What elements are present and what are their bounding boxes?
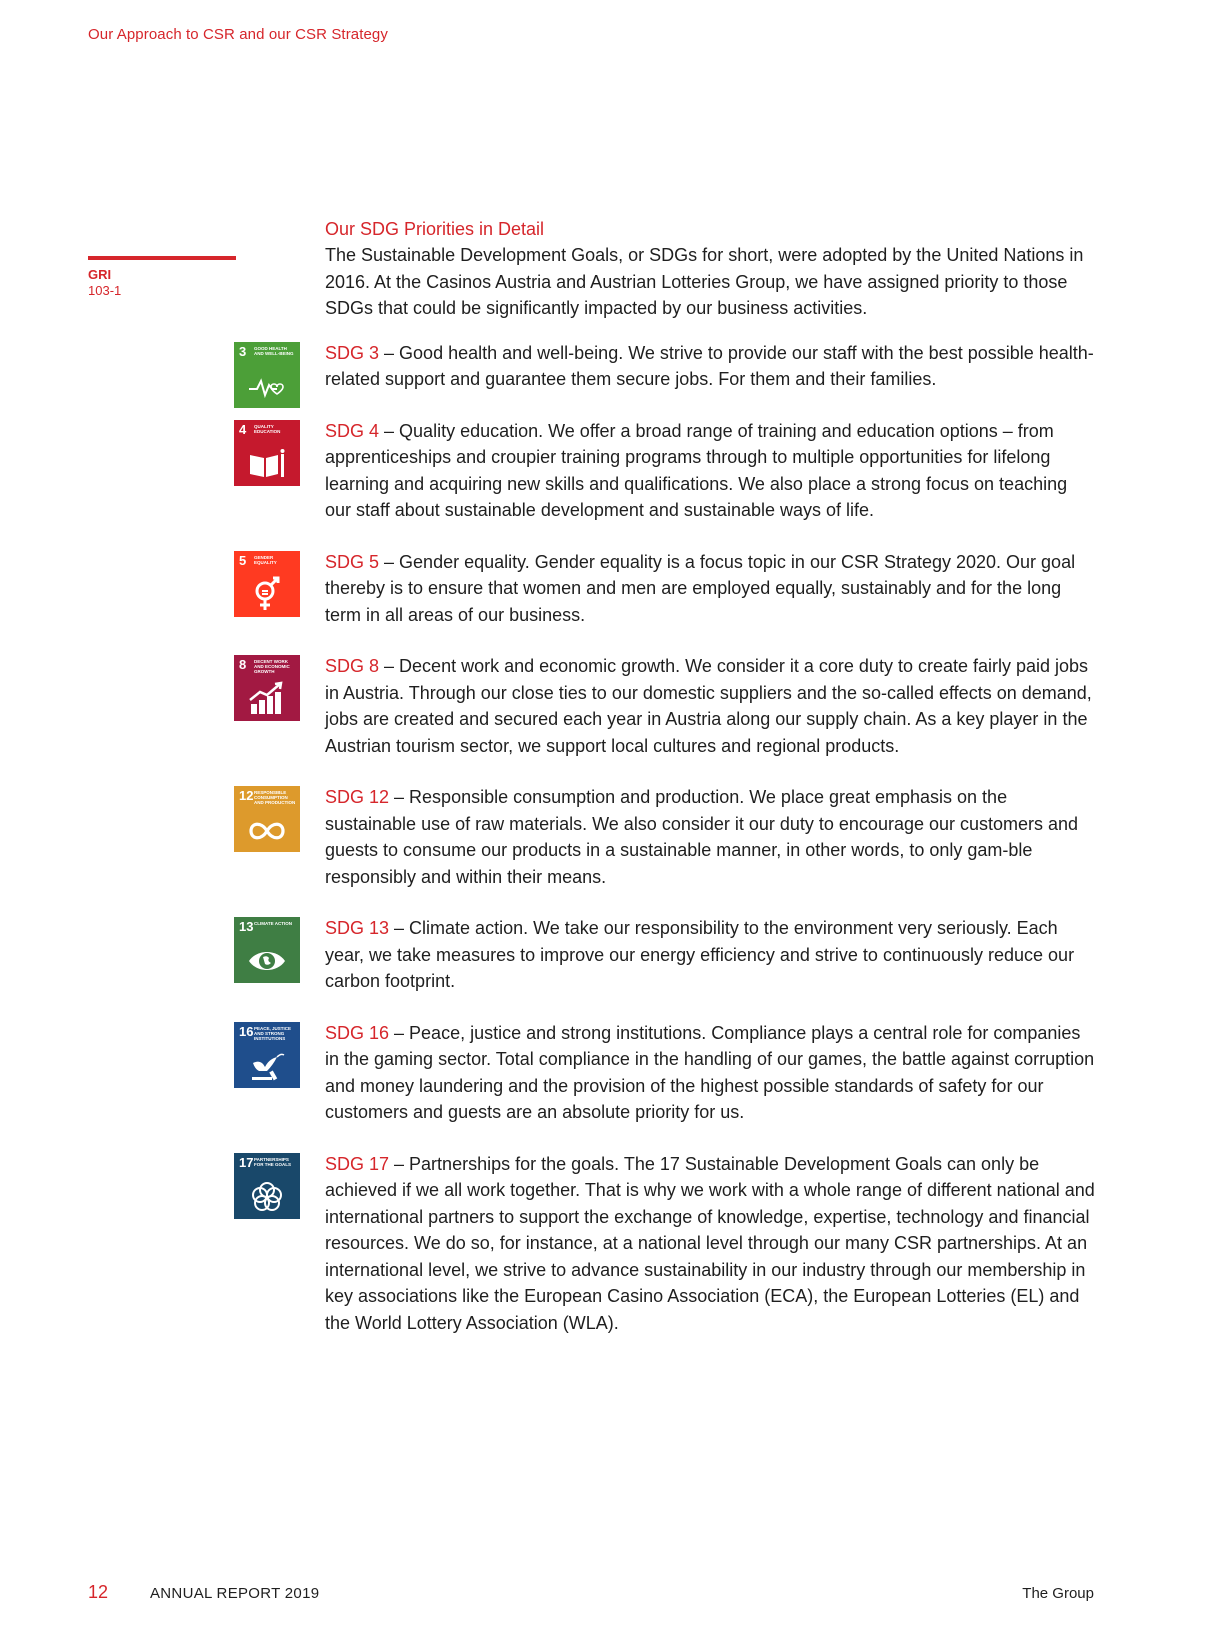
section-title: Our SDG Priorities in Detail <box>325 219 545 239</box>
sdg-text-16 <box>325 1020 1095 1126</box>
sdg-badge-17 <box>234 1153 300 1219</box>
sdg-code: SDG 8 <box>325 656 380 676</box>
growth-chart-icon <box>247 680 287 716</box>
main-content <box>239 216 1095 1361</box>
gri-title: GRI <box>88 267 112 282</box>
book-icon <box>247 445 287 481</box>
sdg-code: SDG 13 <box>325 918 390 938</box>
sdg-text-4 <box>325 418 1095 524</box>
badge-number: 16 <box>239 1023 254 1039</box>
gri-divider <box>88 256 236 260</box>
gri-code: 103-1 <box>88 283 122 298</box>
sdg-item-13 <box>239 915 1095 995</box>
sdg-item-17 <box>239 1151 1095 1337</box>
page-number: 12 <box>88 1582 109 1602</box>
sdg-code: SDG 3 <box>325 342 380 363</box>
badge-number: 17 <box>239 1154 254 1170</box>
badge-number: 12 <box>239 788 254 803</box>
badge-number: 5 <box>239 552 247 568</box>
sdg-text-13 <box>325 915 1095 995</box>
sdg-description: – Peace, justice and strong institutions. Compliance plays a central role for companies in the gaming sector. Total compliance in the handling of our games, the battle against corruption and money laundering and the provision of the highest possible standards of safety for our customers and guests are an absolute priority for us. <box>325 1022 1095 1122</box>
badge-number: 13 <box>239 919 254 934</box>
sdg-badge-12 <box>234 786 300 852</box>
badge-number: 3 <box>239 343 247 359</box>
sdg-code: SDG 12 <box>325 787 390 807</box>
badge-caption: GENDER EQUALITY <box>254 554 277 565</box>
sdg-description: – Climate action. We take our responsibility to the environment very seriously. Each year, we take measures to improve our energy efficiency and strive to continuously reduce our carbon footprint. <box>325 918 1075 991</box>
badge-caption: GOOD HEALTH AND WELL-BEING <box>254 345 294 356</box>
sdg-description: – Decent work and economic growth. We consider it a core duty to create fairly paid jobs in Austria. Through our close ties to our domestic suppliers and the so-called effects on demand, jobs are created and secured each year in Austria along our supply chain. As a key player in the Austrian tourism sector, we support local cultures and regional products. <box>325 656 1092 756</box>
footer-section-name: The Group <box>1022 1585 1094 1602</box>
sdg-text-5 <box>325 549 1095 629</box>
heartbeat-icon <box>247 367 287 403</box>
eye-globe-icon <box>247 942 287 978</box>
sdg-badge-3 <box>234 342 300 408</box>
badge-number: 4 <box>239 421 247 437</box>
sdg-code: SDG 5 <box>325 551 380 572</box>
badge-caption: QUALITY EDUCATION <box>254 423 281 434</box>
partnership-rings-icon <box>247 1178 287 1214</box>
badge-caption: RESPONSIBLE CONSUMPTION AND PRODUCTION <box>254 790 296 805</box>
infinity-icon <box>247 811 287 847</box>
sdg-text-3 <box>325 340 1095 393</box>
sdg-code: SDG 4 <box>325 420 380 441</box>
sdg-badge-8 <box>234 655 300 721</box>
badge-caption: DECENT WORK AND ECONOMIC GROWTH <box>254 659 290 674</box>
sdg-item-3 <box>239 340 1095 393</box>
sdg-item-8 <box>239 653 1095 759</box>
sdg-item-12 <box>239 784 1095 890</box>
sdg-item-16 <box>239 1020 1095 1126</box>
sdg-item-5 <box>239 549 1095 629</box>
badge-caption: PEACE, JUSTICE AND STRONG INSTITUTIONS <box>254 1025 292 1041</box>
sdg-badge-5 <box>234 551 300 617</box>
badge-caption: PARTNERSHIPS FOR THE GOALS <box>254 1156 291 1167</box>
sdg-text-8 <box>325 653 1095 759</box>
sdg-description: – Quality education. We offer a broad range of training and education options – from apprenticeships and croupier training programs through to multiple opportunities for lifelong learning and acquiring new skills and qualifications. We also place a strong focus on teaching our staff about sustainable development and sustainable ways of life. <box>325 420 1068 520</box>
report-title: ANNUAL REPORT 2019 <box>150 1585 320 1602</box>
badge-number: 8 <box>239 657 247 672</box>
gri-reference <box>88 267 121 299</box>
sdg-badge-16 <box>234 1022 300 1088</box>
sdg-badge-4 <box>234 420 300 486</box>
badge-caption: CLIMATE ACTION <box>254 921 292 926</box>
sdg-description: – Good health and well-being. We strive to provide our staff with the best possible health-related support and guarantee them secure jobs. For them and their families. <box>325 342 1094 389</box>
sdg-text-17 <box>325 1151 1095 1337</box>
sdg-code: SDG 17 <box>325 1153 390 1174</box>
sdg-description: – Responsible consumption and production. We place great emphasis on the sustainable use of raw materials. We also consider it our duty to encourage our customers and guests to consume our products in a sustainable manner, in other words, to only gam-ble responsibly and within their means. <box>325 787 1079 887</box>
intro-paragraph: The Sustainable Development Goals, or SDGs for short, were adopted by the United Nations in 2016. At the Casinos Austria and Austrian Lotteries Group, we have assigned priority to those SDGs that could be significantly impacted by our business activities. <box>325 245 1084 318</box>
sdg-description: – Gender equality. Gender equality is a focus topic in our CSR Strategy 2020. Our goal thereby is to ensure that women and men are employed equally, sustainably and for the long term in all areas of our business. <box>325 551 1076 625</box>
sdg-code: SDG 16 <box>325 1022 390 1043</box>
sdg-item-4 <box>239 418 1095 524</box>
gender-symbol-icon <box>247 576 287 612</box>
sdg-description: – Partnerships for the goals. The 17 Sustainable Development Goals can only be achieved if we all work together. That is why we work with a whole range of different national and international partners to support the exchange of knowledge, expertise, technology and financial resources. We do so, for instance, at a national level through our many CSR partnerships. At an international level, we strive to advance sustainability in our industry through our membership in key associations like the European Casino Association (ECA), the European Lotteries (EL) and the World Lottery Association (WLA). <box>325 1153 1095 1333</box>
sdg-text-12 <box>325 784 1095 890</box>
sdg-badge-13 <box>234 917 300 983</box>
dove-gavel-icon <box>247 1047 287 1083</box>
running-header: Our Approach to CSR and our CSR Strategy <box>88 26 388 43</box>
